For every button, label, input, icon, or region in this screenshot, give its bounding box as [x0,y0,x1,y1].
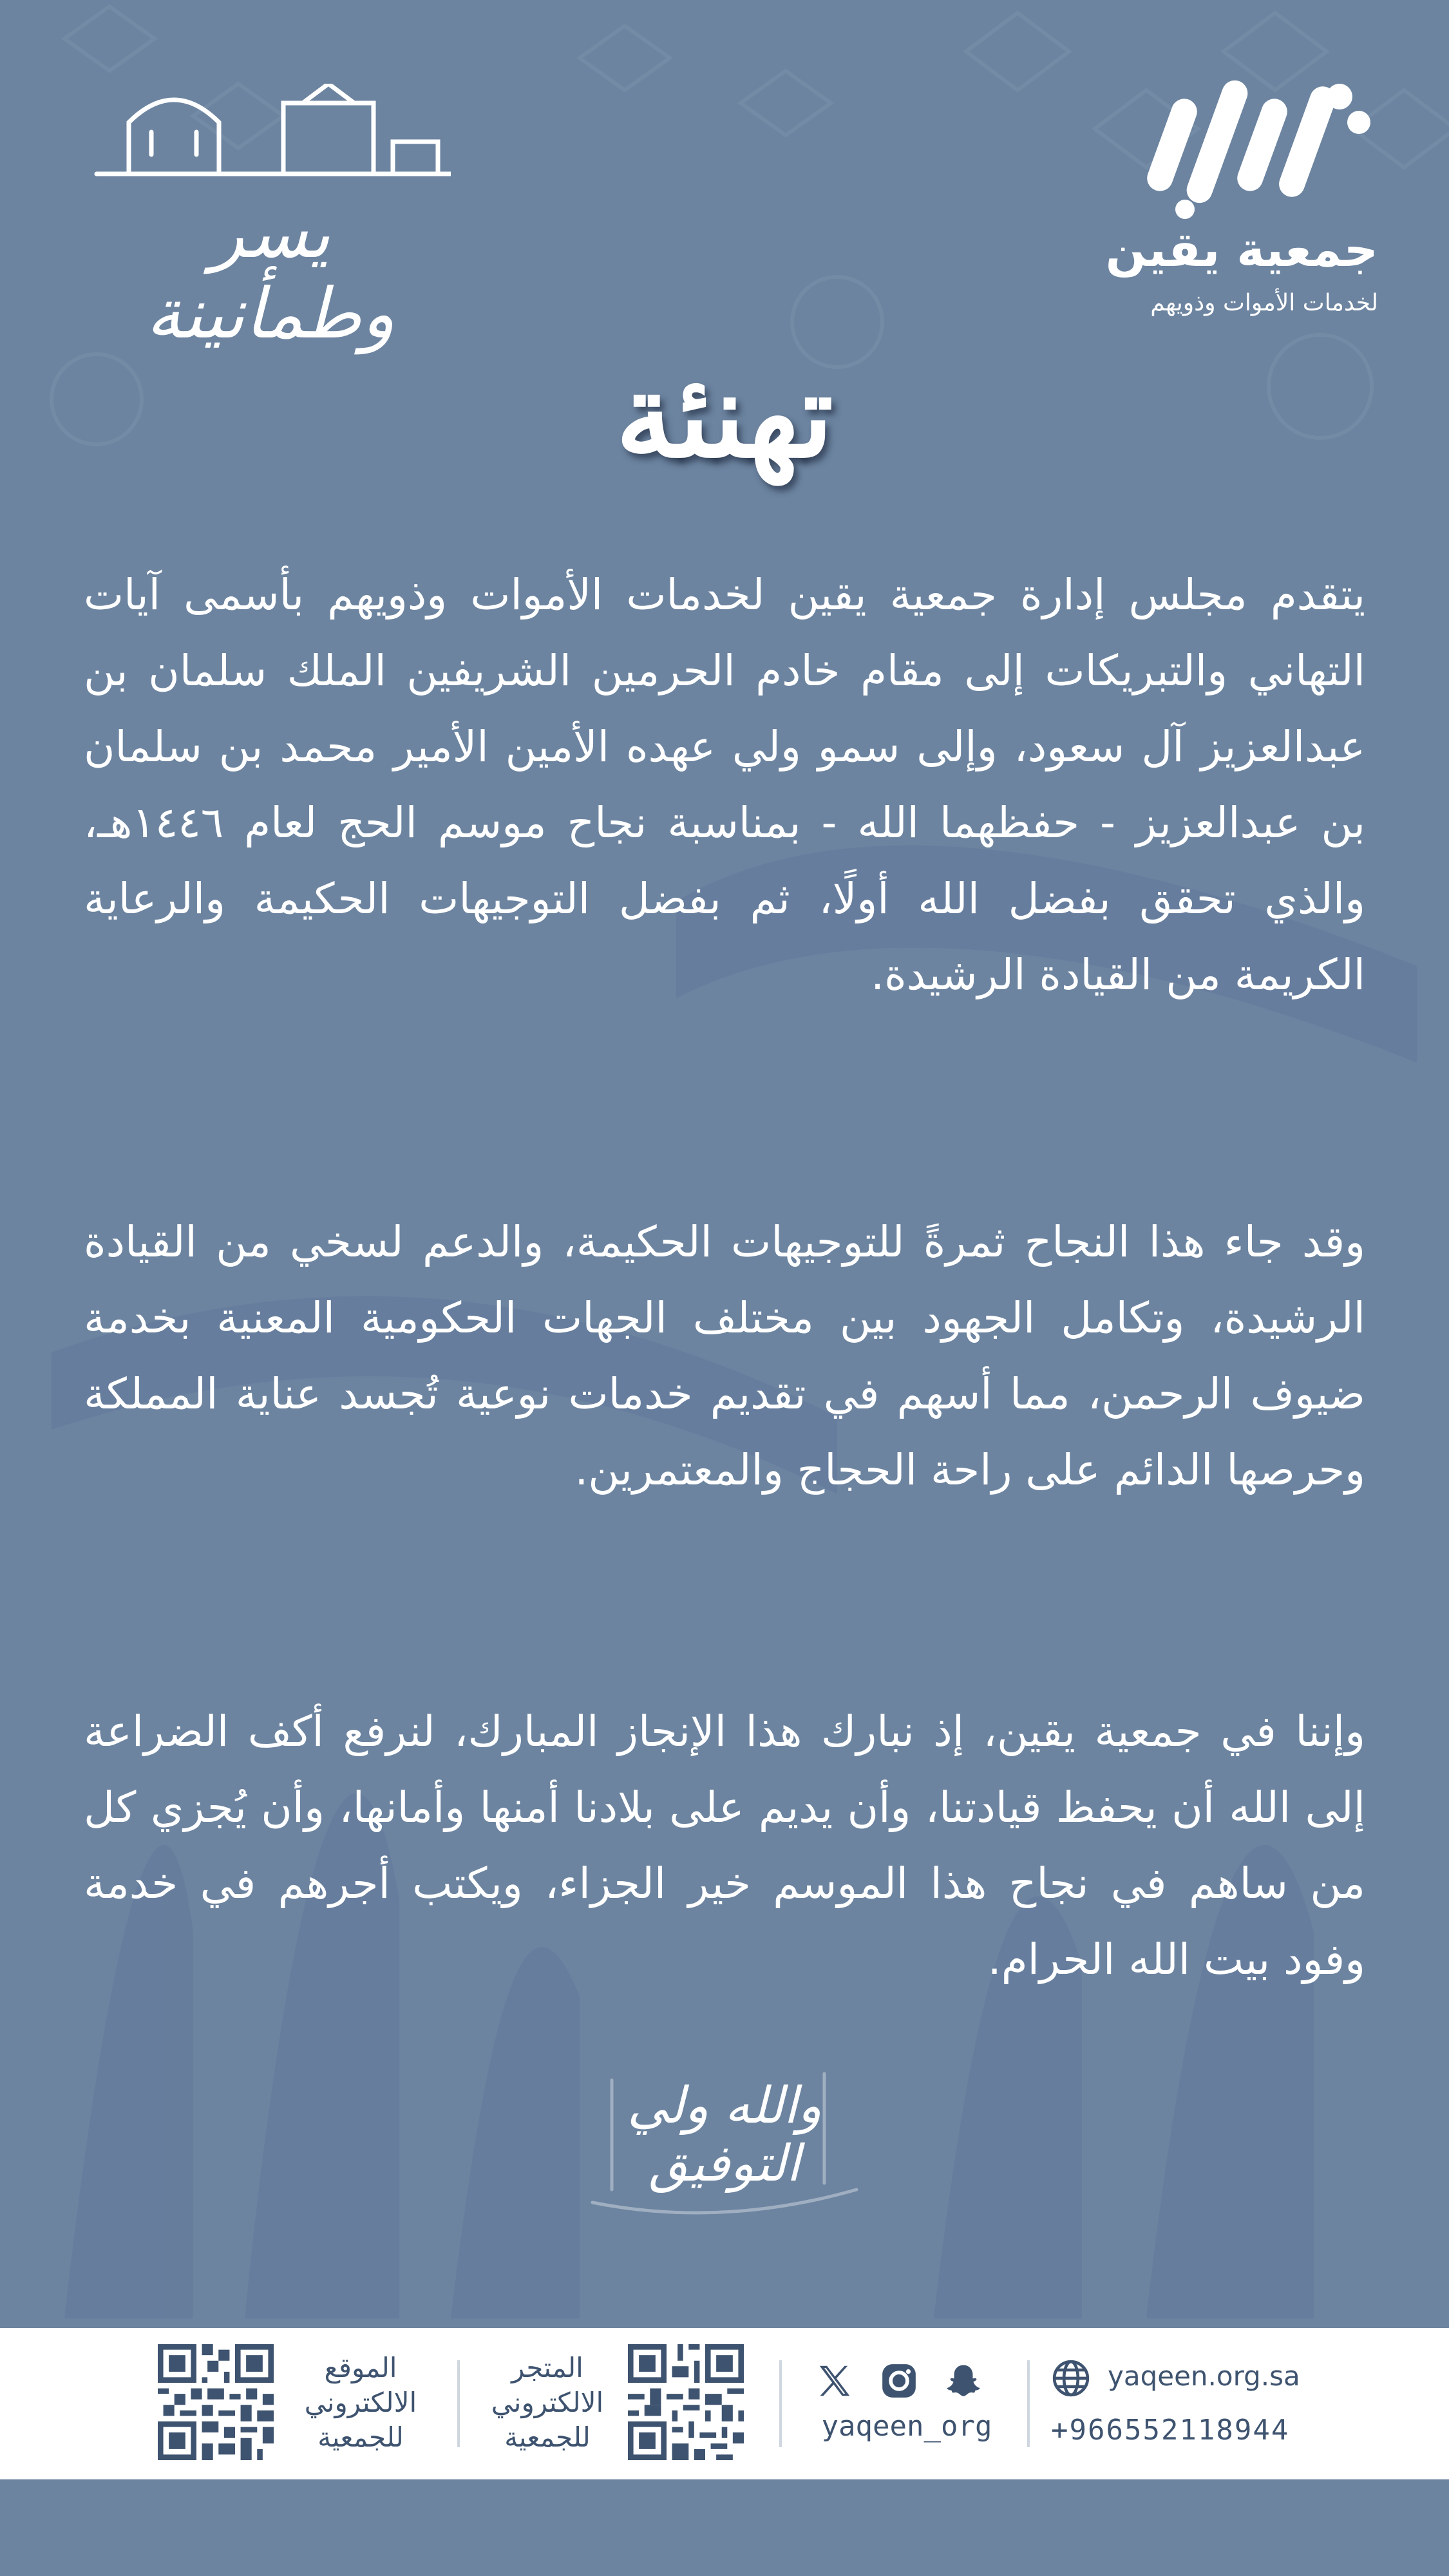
x-icon[interactable] [815,2361,855,2401]
website-link[interactable]: yaqeen.org.sa [1108,2360,1300,2392]
paragraph-1: يتقدم مجلس إدارة جمعية يقين لخدمات الأموات وذويهم بأسمى آيات التهاني والتبريكات إلى مقام خادم الحرمين الشريفين الملك سلمان بن عبدالعزيز آل سعود، وإلى سمو ولي عهده الأمين الأمير محمد بن سلمان بن عبدالعزيز - حفظهما الله - بمناسبة نجاح موسم الحج لعام ١٤٤٦هـ، والذي تحقق بفضل الله أولًا، ثم بفضل التوجيهات الحكيمة والرعاية الكريمة من القيادة الرشيدة. [84,570,1365,999]
social-handle[interactable]: yaqeen_org [821,2410,992,2443]
paragraph-3: وإننا في جمعية يقين، إذ نبارك هذا الإنجاز المبارك، لنرفع أكف الضراعة إلى الله أن يحفظ قيادتنا، وأن يديم على بلادنا أمنها وأمانها، وأن يُجزي كل من ساهم في نجاح هذا الموسم خير الجزاء، ويكتب أجرهم في خدمة وفود بيت الله الحرام. [84,1707,1365,1984]
yaqeen-logo-mark [1146,71,1378,219]
footer-divider [1027,2360,1030,2447]
org-subtitle: لخدمات الأموات وذويهم [1150,290,1378,316]
campaign-slogan: يسر وطمأنينة [146,193,395,354]
phone-number[interactable]: +966552118944 [1051,2414,1290,2447]
globe-icon [1051,2358,1091,2398]
footer-bottom-band [0,2479,1449,2576]
org-name: جمعية يقين [1105,222,1378,278]
instagram-icon[interactable] [879,2361,919,2401]
page-title: تهنئة [615,348,834,484]
website-qr-code-icon[interactable] [158,2344,274,2460]
store-qr-code-icon[interactable] [628,2344,744,2460]
snapchat-icon[interactable] [943,2361,983,2401]
store-qr-label: المتجر الالكتروني للجمعية [491,2352,604,2453]
closing-calligraphy: والله ولي التوفيق [627,2077,822,2193]
website-qr-label: الموقع الالكتروني للجمعية [304,2352,417,2453]
footer-divider [779,2360,782,2447]
footer-divider [457,2360,460,2447]
paragraph-2: وقد جاء هذا النجاح ثمرةً للتوجيهات الحكيمة، والدعم لسخي من القيادة الرشيدة، وتكامل الجهود بين مختلف الجهات الحكومية المعنية بخدمة ضيوف الرحمن، مما أسهم في تقديم خدمات نوعية تُجسد عناية المملكة وحرصها الدائم على راحة الحجاج والمعتمرين. [84,1217,1365,1495]
